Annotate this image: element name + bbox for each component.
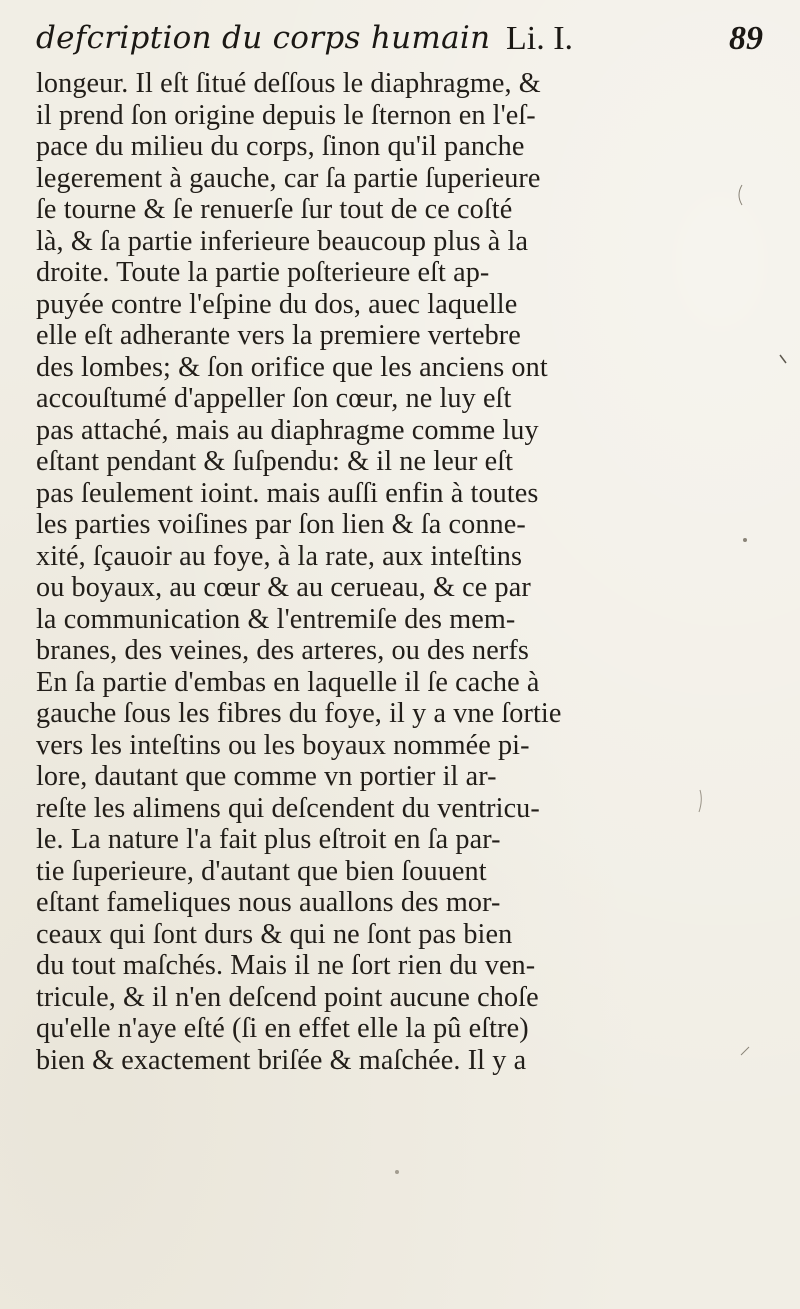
- text-line: longeur. Il eſt ſitué deſſous le diaphragme, &: [36, 68, 541, 99]
- text-line: xité, ſçauoir au foye, à la rate, aux inteſtins: [36, 540, 523, 572]
- text-line: puyée contre l'eſpine du dos, auec laquelle: [36, 288, 518, 320]
- text-line: pace du milieu du corps, ſinon qu'il panche: [36, 131, 525, 162]
- text-line: bien & exactement briſée & maſchée. Il y a: [36, 1044, 527, 1076]
- text-line: reſte les alimens qui deſcendent du ventricu-: [36, 792, 540, 824]
- text-line: ou boyaux, au cœur & au cerueau, & ce par: [36, 572, 531, 603]
- book-reference: Li. I.: [506, 20, 574, 57]
- page-number: 89: [729, 20, 763, 57]
- body-text: [36, 68, 776, 1076]
- text-line: ceaux qui ſont durs & qui ne ſont pas bien: [36, 918, 513, 950]
- text-line: la communication & l'entremiſe des mem-: [36, 603, 516, 635]
- text-line: du tout maſchés. Mais il ne ſort rien du ven-: [36, 950, 536, 981]
- text-line: ſe tourne & ſe renuerſe ſur tout de ce coſté: [36, 194, 513, 225]
- text-line: eſtant pendant & ſuſpendu: & il ne leur eſt: [36, 446, 514, 477]
- text-line: qu'elle n'aye eſté (ſi en effet elle la pû eſtre): [36, 1013, 529, 1044]
- text-line: pas attaché, mais au diaphragme comme luy: [36, 414, 539, 446]
- text-line: branes, des veines, des arteres, ou des nerfs: [36, 635, 529, 666]
- text-line: le. La nature l'a fait plus eſtroit en ſa par-: [36, 824, 501, 855]
- text-line: tie ſuperieure, d'autant que bien ſouuent: [36, 855, 487, 887]
- text-line: accouſtumé d'appeller ſon cœur, ne luy eſt: [36, 383, 512, 414]
- text-line: il prend ſon origine depuis le ſternon en l'eſ-: [36, 99, 536, 131]
- page-header: [36, 20, 776, 64]
- ink-speck: [395, 1170, 399, 1174]
- text-line: En ſa partie d'embas en laquelle il ſe cache à: [36, 666, 540, 698]
- text-line: legerement à gauche, car ſa partie ſuperieure: [36, 162, 541, 194]
- text-line: vers les inteſtins ou les boyaux nommée pi-: [36, 729, 530, 761]
- text-line: pas ſeulement ioint. mais auſſi enfin à toutes: [36, 477, 539, 509]
- text-line: elle eſt adherante vers la premiere vertebre: [36, 320, 521, 351]
- text-line: gauche ſous les fibres du foye, il y a vne ſortie: [36, 698, 562, 729]
- text-line: tricule, & il n'en deſcend point aucune choſe: [36, 981, 539, 1013]
- running-title: defcription du corps humain: [36, 20, 491, 56]
- margin-tick: [780, 355, 786, 363]
- text-line: les parties voiſines par ſon lien & ſa conne-: [36, 509, 526, 540]
- text-line: eſtant fameliques nous auallons des mor-: [36, 887, 501, 918]
- text-line: là, & ſa partie inferieure beaucoup plus à la: [36, 225, 529, 257]
- text-line: droite. Toute la partie poſterieure eſt ap-: [36, 257, 490, 288]
- text-line: des lombes; & ſon orifice que les anciens ont: [36, 351, 548, 383]
- text-line: lore, dautant que comme vn portier il ar-: [36, 761, 497, 792]
